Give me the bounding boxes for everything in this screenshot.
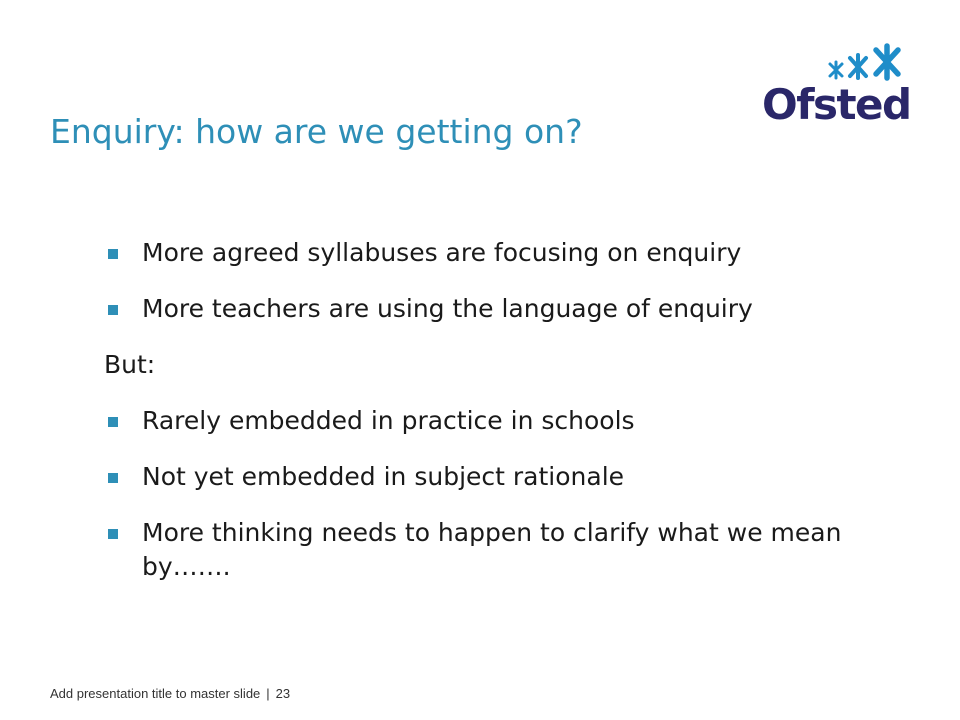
slide-footer (50, 686, 290, 701)
slide-title: Enquiry: how are we getting on? (50, 112, 583, 151)
footer-page-number: 23 (275, 686, 291, 701)
bullet-text: More thinking needs to happen to clarify what we mean by……. (142, 518, 842, 581)
bullet-item (104, 516, 862, 584)
footer-separator: | (266, 686, 270, 701)
square-bullet-icon (108, 249, 118, 259)
square-bullet-icon (108, 305, 118, 315)
bullet-item (104, 292, 864, 326)
slide-content (104, 236, 864, 584)
bullet-text: Not yet embedded in subject rationale (142, 462, 625, 491)
square-bullet-icon (108, 417, 118, 427)
bullet-text: More teachers are using the language of enquiry (142, 294, 753, 323)
logo-wordmark: Ofsted (762, 80, 911, 129)
logo-stars-icon (820, 42, 912, 82)
bullet-item (104, 236, 864, 270)
section-label: But: (104, 350, 156, 379)
bullet-item (104, 404, 864, 438)
bullet-item (104, 460, 864, 494)
footer-presentation-title: Add presentation title to master slide (50, 686, 261, 701)
ofsted-logo (762, 42, 912, 129)
square-bullet-icon (108, 529, 118, 539)
bullet-text: More agreed syllabuses are focusing on enquiry (142, 238, 742, 267)
square-bullet-icon (108, 473, 118, 483)
bullet-text: Rarely embedded in practice in schools (142, 406, 635, 435)
